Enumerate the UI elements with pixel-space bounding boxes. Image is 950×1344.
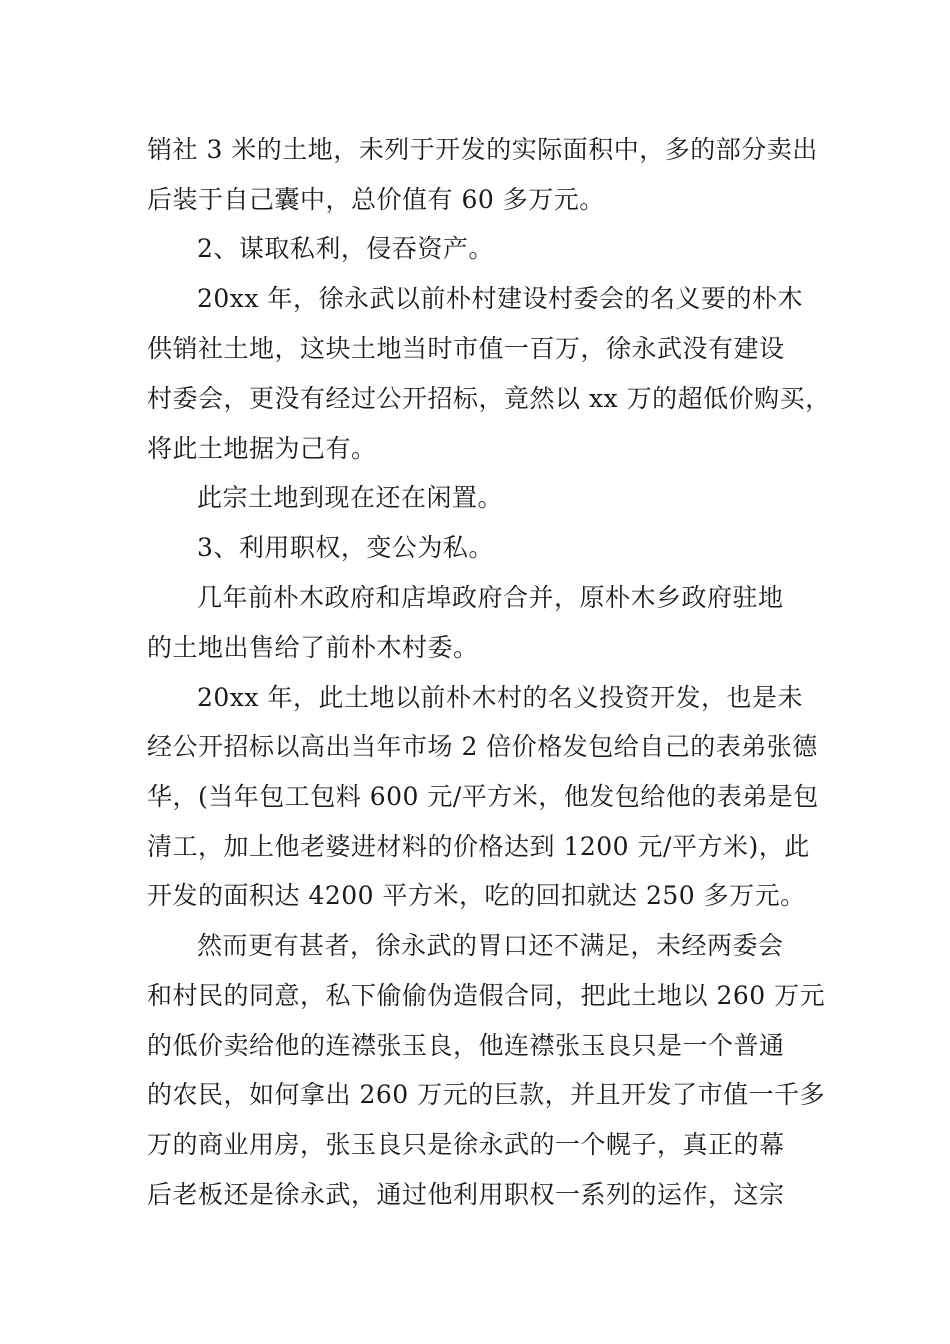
text-line: 经公开招标以高出当年市场 2 倍价格发包给自己的表弟张德 bbox=[147, 732, 818, 761]
text-line: 的农民，如何拿出 260 万元的巨款，并且开发了市值一千多 bbox=[147, 1080, 826, 1109]
text-line: 然而更有甚者，徐永武的胃口还不满足，未经两委会 bbox=[197, 931, 784, 960]
text-line: 和村民的同意，私下偷偷伪造假合同，把此土地以 260 万元 bbox=[147, 981, 826, 1010]
text-line: 将此土地据为己有。 bbox=[147, 434, 377, 463]
text-line: 的低价卖给他的连襟张玉良，他连襟张玉良只是一个普通 bbox=[147, 1031, 785, 1060]
text-line: 几年前朴木政府和店埠政府合并，原朴木乡政府驻地 bbox=[197, 583, 784, 612]
list-heading: 2、谋取私利，侵吞资产。 bbox=[197, 234, 494, 263]
text-line: 供销社土地，这块土地当时市值一百万，徐永武没有建设 bbox=[147, 334, 785, 363]
text-line: 村委会，更没有经过公开招标，竟然以 xx 万的超低价购买， bbox=[147, 384, 831, 413]
list-heading: 3、利用职权，变公为私。 bbox=[197, 533, 494, 562]
text-line: 的土地出售给了前朴木村委。 bbox=[147, 633, 479, 662]
text-line: 销社 3 米的土地，未列于开发的实际面积中，多的部分卖出 bbox=[147, 135, 818, 164]
text-line: 万的商业用房，张玉良只是徐永武的一个幌子，真正的幕 bbox=[147, 1130, 785, 1159]
text-line: 后老板还是徐永武，通过他利用职权一系列的运作，这宗 bbox=[147, 1180, 785, 1209]
text-line: 20xx 年，此土地以前朴木村的名义投资开发，也是未 bbox=[197, 683, 803, 712]
text-line: 后装于自己囊中，总价值有 60 多万元。 bbox=[147, 185, 605, 214]
text-line: 清工，加上他老婆进材料的价格达到 1200 元/平方米)，此 bbox=[147, 832, 810, 861]
text-line: 20xx 年，徐永武以前朴村建设村委会的名义要的朴木 bbox=[197, 284, 803, 313]
text-line: 开发的面积达 4200 平方米，吃的回扣就达 250 多万元。 bbox=[147, 881, 806, 910]
text-line: 此宗土地到现在还在闲置。 bbox=[197, 483, 504, 512]
text-line: 华，(当年包工包料 600 元/平方米，他发包给他的表弟是包 bbox=[147, 782, 819, 811]
